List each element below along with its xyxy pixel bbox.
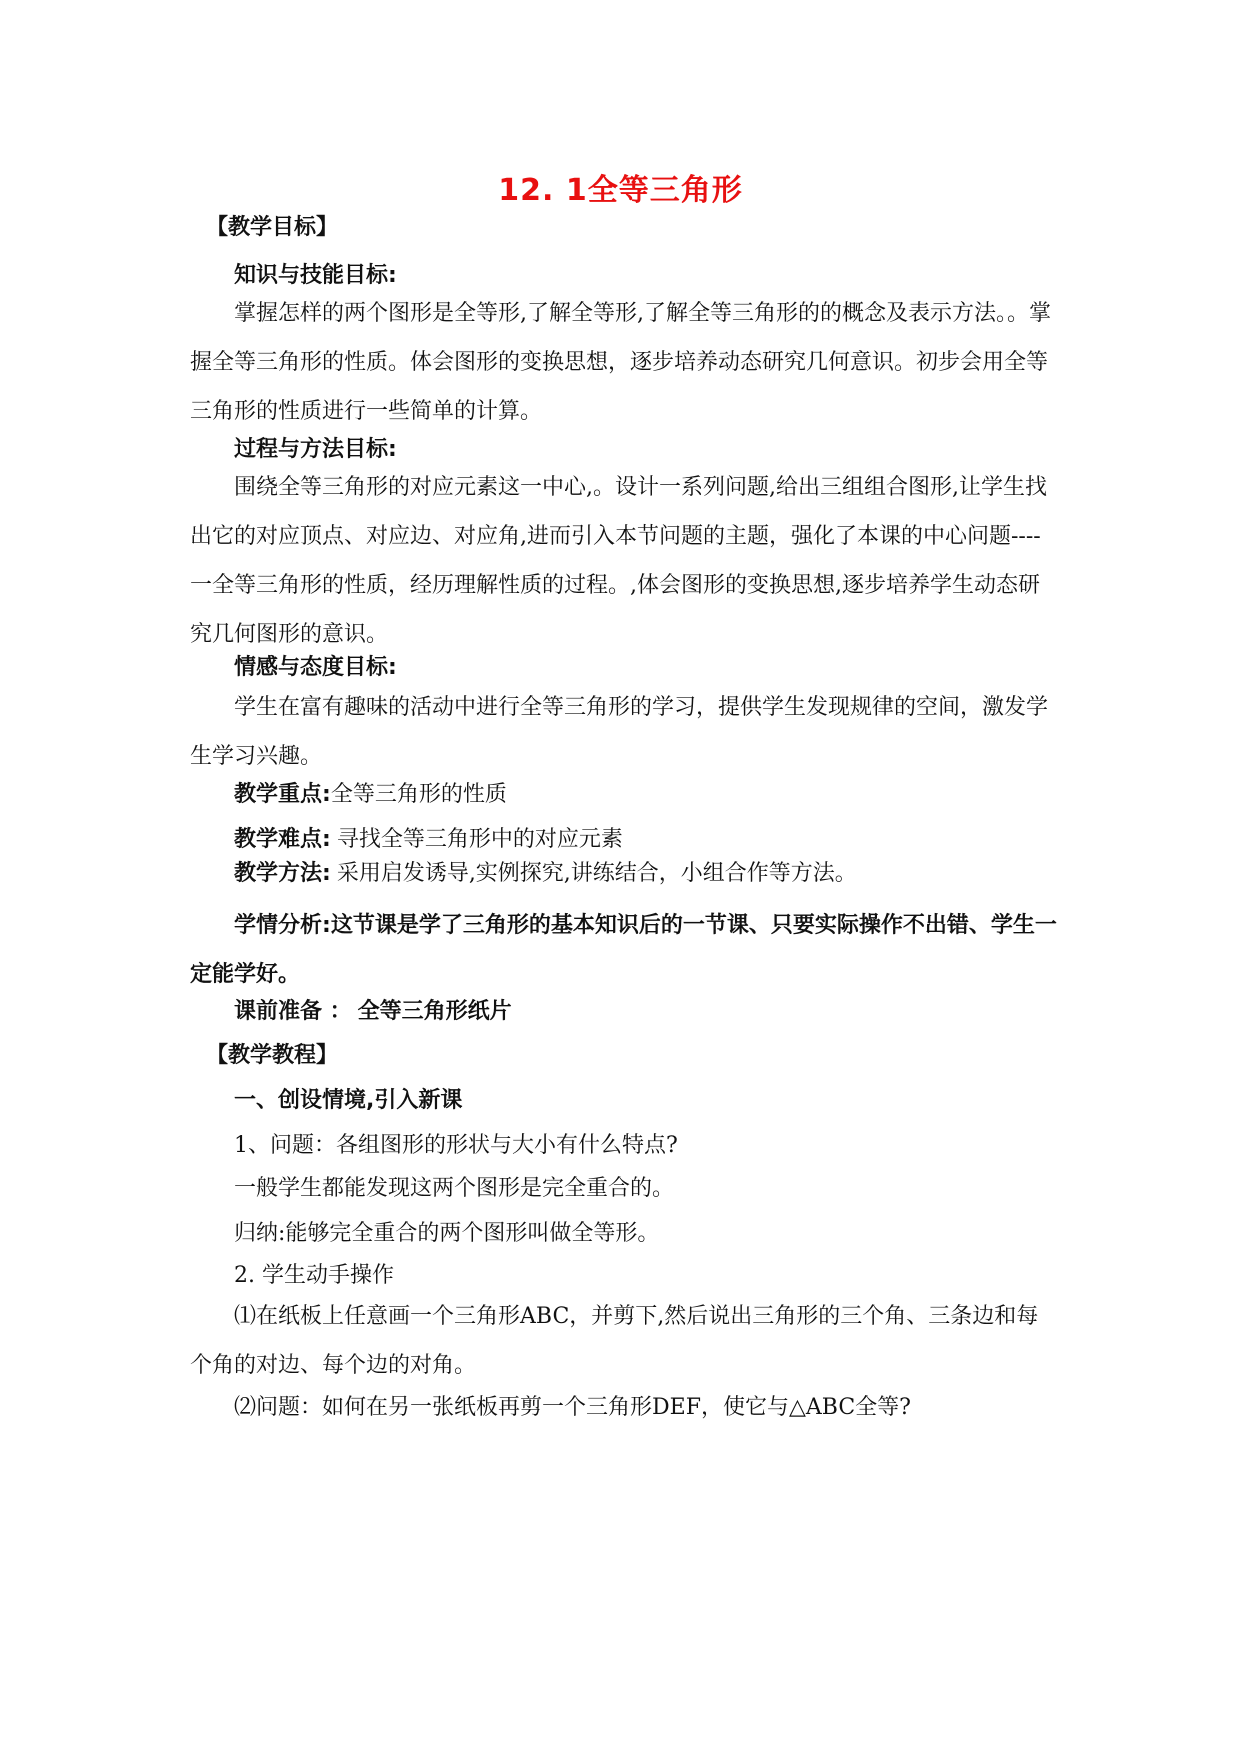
analysis-label: 学情分析: [234,913,331,938]
difficulty-line [234,822,623,853]
course-heading: 【教学教程】 [206,1043,339,1068]
preparation-text: 全等三角形纸片 [357,999,512,1024]
question-1: 1、问题：各组图形的形状与大小有什么特点? [234,1133,678,1158]
method-text: 采用启发诱导,实例探究,讲练结合，小组合作等方法。 [336,861,857,886]
knowledge-text: 掌握怎样的两个图形是全等形,了解全等形,了解全等三角形的的概念及表示方法。。掌握全等三角形的性质。体会图形的变换思想，逐步培养动态研究几何意识。初步会用全等三角形的性质进行一些简单的计算。 [190,301,1051,424]
difficulty-text: 寻找全等三角形中的对应元素 [336,827,623,852]
analysis-text: 这节课是学了三角形的基本知识后的一节课、只要实际操作不出错、学生一定能学好。 [190,913,1057,987]
method-line [234,856,857,887]
question-1-answer: 一般学生都能发现这两个图形是完全重合的。 [234,1176,675,1201]
preparation-line [234,994,512,1025]
difficulty-label: 教学难点: [234,827,331,852]
objectives-heading: 【教学目标】 [206,215,339,240]
summary-line: 归纳:能够完全重合的两个图形叫做全等形。 [234,1221,660,1246]
key-point-label: 教学重点: [234,782,331,807]
process-heading: 过程与方法目标: [234,437,397,462]
key-point-text: 全等三角形的性质 [330,782,507,807]
step-2-heading: 2. 学生动手操作 [234,1263,394,1288]
section1-heading: 一、创设情境,引入新课 [234,1088,463,1113]
page-title: 12. 1全等三角形 [498,173,743,208]
emotion-text: 学生在富有趣味的活动中进行全等三角形的学习，提供学生发现规律的空间，激发学生学习兴趣。 [190,695,1049,769]
process-text: 围绕全等三角形的对应元素这一中心,。设计一系列问题,给出三组组合图形,让学生找出它的对应顶点、对应边、对应角,进而引入本节问题的主题，强化了本课的中心问题----一全等三角形的性质，经历理解性质的过程。,体会图形的变换思想,逐步培养学生动态研究几何图形的意识。 [190,475,1047,647]
step-2-1: ⑴在纸板上任意画一个三角形ABC，并剪下,然后说出三角形的三个角、三条边和每个角的对边、每个边的对角。 [190,1304,1039,1378]
method-label: 教学方法: [234,861,331,886]
key-point-line [234,777,507,808]
emotion-heading: 情感与态度目标: [234,655,397,680]
knowledge-heading: 知识与技能目标: [234,263,397,288]
step-2-2: ⑵问题：如何在另一张纸板再剪一个三角形DEF，使它与△ABC全等? [234,1395,911,1420]
analysis-paragraph [190,901,1060,999]
preparation-label: 课前准备 ： [234,999,352,1024]
